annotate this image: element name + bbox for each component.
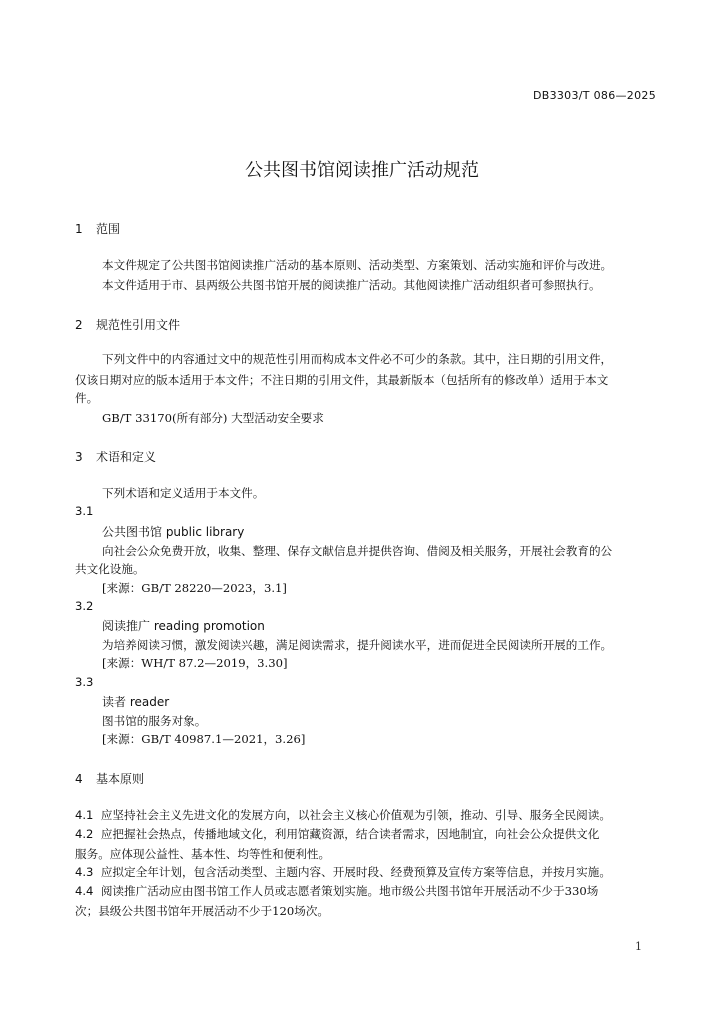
clause-text: 应坚持社会主义先进文化的发展方向，以社会主义核心价值观为引领，推动、引导、服务全民阅读。 xyxy=(100,808,611,822)
section-title: 基本原则 xyxy=(96,772,145,786)
term-number: 3.1 xyxy=(75,504,94,518)
section-heading-principles xyxy=(75,770,144,787)
term-source: [来源：GB/T 40987.1—2021，3.26] xyxy=(102,732,306,746)
term-source: [来源：GB/T 28220—2023，3.1] xyxy=(102,581,287,595)
paragraph-line: 下列文件中的内容通过文中的规范性引用而构成本文件必不可少的条款。其中，注日期的引用文件， xyxy=(102,352,613,366)
clause-text: 应把握社会热点，传播地域文化，利用馆藏资源，结合读者需求，因地制宜，向社会公众提供文化 xyxy=(100,827,600,841)
term-definition: 共文化设施。 xyxy=(75,562,145,576)
paragraph-line: 仅该日期对应的版本适用于本文件；不注日期的引用文件，其最新版本（包括所有的修改单）适用于本文 xyxy=(75,373,609,387)
section-heading-terms xyxy=(75,448,156,465)
term-name: 阅读推广 reading promotion xyxy=(102,619,265,633)
clause-text-continued: 次；县级公共图书馆年开展活动不少于120场次。 xyxy=(75,904,330,918)
clause-4-1 xyxy=(75,807,611,823)
clause-number: 4.3 xyxy=(75,865,94,879)
clause-text-continued: 服务。应体现公益性、基本性、均等性和便利性。 xyxy=(75,847,331,861)
section-number: 3 xyxy=(75,450,83,464)
paragraph: 本文件规定了公共图书馆阅读推广活动的基本原则、活动类型、方案策划、活动实施和评价与改进。 xyxy=(102,258,613,272)
term-definition: 图书馆的服务对象。 xyxy=(102,714,207,728)
reference-entry: GB/T 33170(所有部分) 大型活动安全要求 xyxy=(102,411,324,425)
clause-number: 4.4 xyxy=(75,884,94,898)
clause-4-2 xyxy=(75,826,599,842)
paragraph: 本文件适用于市、县两级公共图书馆开展的阅读推广活动。其他阅读推广活动组织者可参照执行。 xyxy=(102,278,601,292)
clause-4-4 xyxy=(75,883,598,899)
term-definition: 为培养阅读习惯，激发阅读兴趣，满足阅读需求，提升阅读水平，进而促进全民阅读所开展的工作。 xyxy=(102,638,613,652)
section-number: 1 xyxy=(75,222,83,236)
term-name: 读者 reader xyxy=(102,695,170,709)
clause-text: 阅读推广活动应由图书馆工作人员或志愿者策划实施。地市级公共图书馆年开展活动不少于330场 xyxy=(100,884,599,898)
section-title: 术语和定义 xyxy=(96,450,157,464)
clause-number: 4.1 xyxy=(75,808,94,822)
section-heading-scope xyxy=(75,220,120,237)
section-title: 规范性引用文件 xyxy=(96,318,181,332)
term-number: 3.2 xyxy=(75,599,94,613)
document-title: 公共图书馆阅读推广活动规范 xyxy=(245,160,479,181)
paragraph-line: 件。 xyxy=(75,391,99,405)
clause-number: 4.2 xyxy=(75,827,94,841)
term-number: 3.3 xyxy=(75,675,94,689)
term-name: 公共图书馆 public library xyxy=(102,525,245,539)
document-number: DB3303/T 086—2025 xyxy=(532,89,656,102)
section-title: 范围 xyxy=(96,222,121,236)
term-definition: 向社会公众免费开放，收集、整理、保存文献信息并提供咨询、借阅及相关服务，开展社会教育的公 xyxy=(102,544,613,558)
clause-text: 应拟定全年计划，包含活动类型、主题内容、开展时段、经费预算及宣传方案等信息，并按月实施。 xyxy=(100,865,611,879)
paragraph: 下列术语和定义适用于本文件。 xyxy=(102,486,265,500)
term-source: [来源：WH/T 87.2—2019，3.30] xyxy=(102,656,288,670)
page-number: 1 xyxy=(635,940,642,953)
clause-4-3 xyxy=(75,864,611,880)
section-number: 4 xyxy=(75,772,83,786)
section-number: 2 xyxy=(75,318,83,332)
section-heading-normative xyxy=(75,316,180,333)
